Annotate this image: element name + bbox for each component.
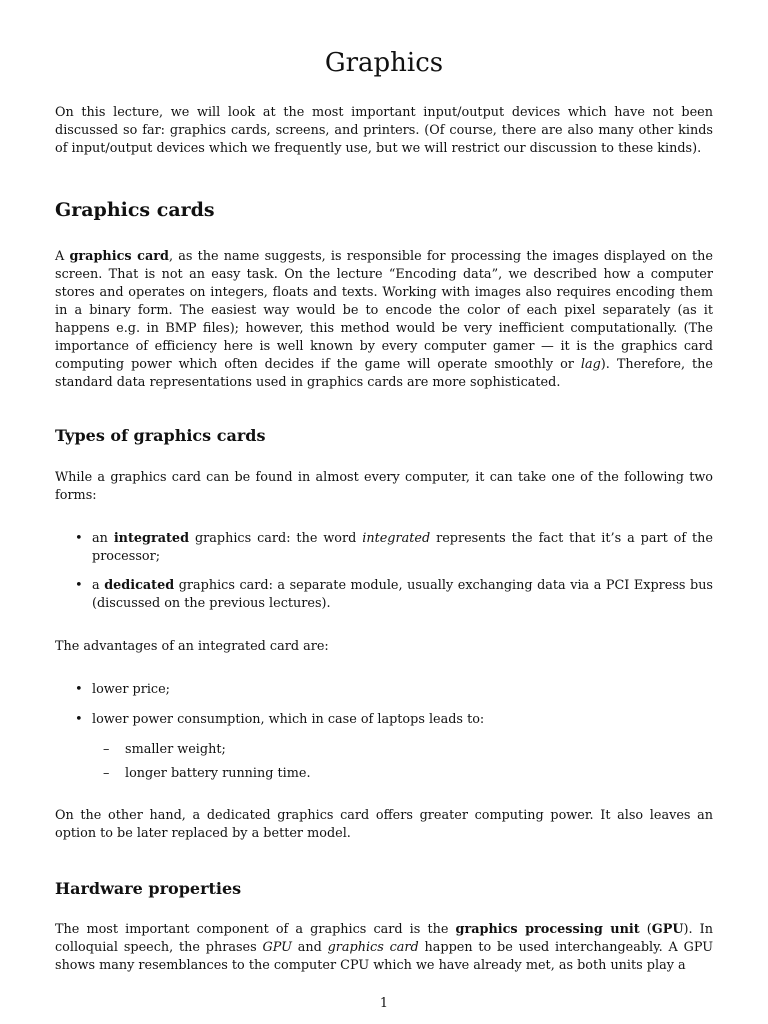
advantages-intro: The advantages of an integrated card are: [55,639,329,654]
intro-paragraph: On this lecture, we will look at the most important input/output devices which have not been discussed so far: graphics cards, screens, and printers. (Of course, there are also many other kinds of input/output devices which we frequently use, but we will restrict our discussion to these kinds). [55,105,713,156]
list-item-dedicated: • a dedicated graphics card: a separate module, usually exchanging data via a PCI Express bus (discussed on the previous lectures). [75,578,713,611]
graphics-cards-paragraph: A graphics card, as the name suggests, is responsible for processing the images displayed on the screen. That is not an easy task. On the lecture “Encoding data”, we described how a computer stores and operates on integers, floats and texts. Working with images also requires encoding them in a binary form. The easiest way would be to encode the color of each pixel separately (as it happens e.g. in BMP files); however, this method would be very inefficient computationally. (The importance of efficiency here is well known by every computer gamer — it is the graphics card computing power which often decides if the game will operate smoothly or lag). Therefore, the standard data representations used in graphics cards are more sophisticated. [55,249,713,390]
term-lag: lag [580,357,601,372]
subsection-heading-types: Types of graphics cards [55,426,266,445]
section-heading-graphics-cards: Graphics cards [55,199,215,221]
page-number: 1 [379,996,389,1011]
bullet-icon: • [75,682,83,697]
list-item: • lower price; [75,682,170,697]
hardware-paragraph: The most important component of a graphics card is the graphics processing unit (GPU). In colloquial speech, the phrases GPU and graphics card happen to be used interchangeably. A GPU shows many resemblances to the computer CPU which we have already met, as both units play a [55,922,713,973]
closing-paragraph: On the other hand, a dedicated graphics card offers greater computing power. It also leaves an option to be later replaced by a better model. [55,808,713,841]
list-item-integrated: • an integrated graphics card: the word integrated represents the fact that it’s a part of the processor; [75,531,713,564]
term-graphics-card: graphics card [69,249,169,264]
bullet-icon: • [75,531,83,546]
card-types-list-2 [55,577,713,613]
advantages-list [55,681,713,699]
list-item: – smaller weight; [103,742,226,757]
advantages-list-2 [55,711,713,729]
card-types-list [55,530,713,566]
bullet-icon: • [75,712,83,727]
page-title: Graphics [324,48,444,78]
sub-advantages-list [103,741,603,783]
types-paragraph: While a graphics card can be found in almost every computer, it can take one of the following two forms: [55,470,713,503]
bullet-icon: • [75,578,83,593]
dash-icon: – [103,742,110,757]
dash-icon: – [103,766,110,781]
list-item: – longer battery running time. [103,766,311,781]
list-item: • lower power consumption, which in case of laptops leads to: [75,712,485,727]
subsection-heading-hardware: Hardware properties [55,879,242,898]
